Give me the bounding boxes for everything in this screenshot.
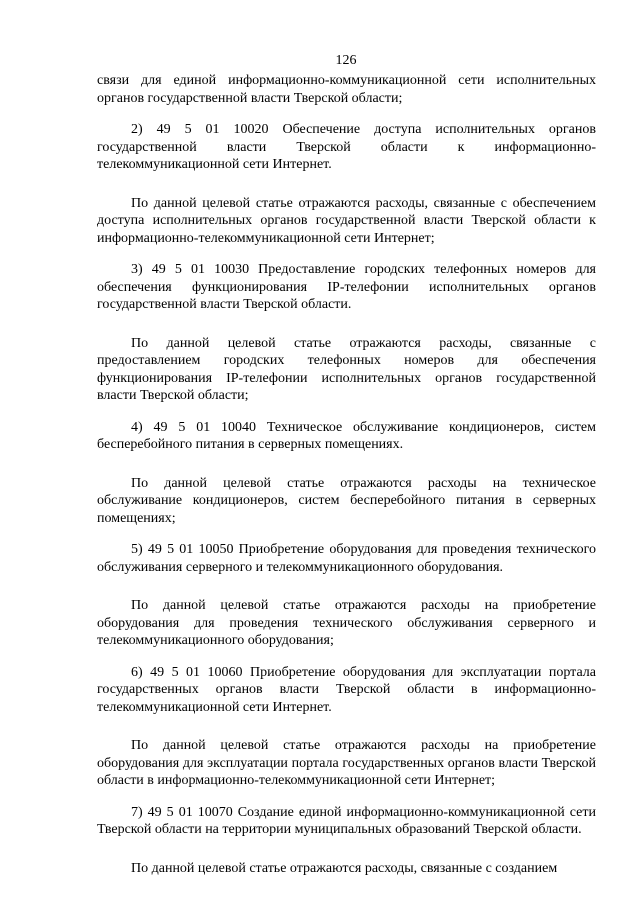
document-body <box>97 72 596 877</box>
item-4-heading: 4) 49 5 01 10040 Техническое обслуживание кондиционеров, систем бесперебойного питания в серверных помещениях. <box>97 419 596 452</box>
item-3-description: По данной целевой статье отражаются расходы, связанные с предоставлением городских телефонных номеров для обеспечения функционирования IP-телефонии исполнительных органов государственной власти Тверской области; <box>97 335 596 403</box>
item-2-heading: 2) 49 5 01 10020 Обеспечение доступа исполнительных органов государственной власти Тверской области к информационно-телекоммуникационной сети Интернет. <box>97 122 596 172</box>
paragraph-continuation: связи для единой информационно-коммуникационной сети исполнительных органов государственной власти Тверской области; <box>97 73 596 106</box>
item-4-description: По данной целевой статье отражаются расходы на техническое обслуживание кондиционеров, систем бесперебойного питания в серверных помещениях; <box>97 475 596 526</box>
item-6-heading: 6) 49 5 01 10060 Приобретение оборудования для эксплуатации портала государственных органов власти Тверской области в информационно-телекоммуникационной сети Интернет. <box>97 664 596 715</box>
item-5-description: По данной целевой статье отражаются расходы на приобретение оборудования для проведения технического обслуживания серверного и телекоммуникационного оборудования; <box>97 598 596 648</box>
item-2-description: По данной целевой статье отражаются расходы, связанные с обеспечением доступа исполнительных органов государственной власти Тверской области к информационно-телекоммуникационной сети Интернет; <box>97 195 596 246</box>
item-7-description: По данной целевой статье отражаются расходы, связанные с созданием <box>131 860 558 876</box>
page-number: 126 <box>335 53 357 68</box>
item-5-heading: 5) 49 5 01 10050 Приобретение оборудования для проведения технического обслуживания серверного и телекоммуникационного оборудования. <box>97 542 596 575</box>
item-7-heading: 7) 49 5 01 10070 Создание единой информационно-коммуникационной сети Тверской области на территории муниципальных образований Тверской области. <box>97 804 596 837</box>
item-3-heading: 3) 49 5 01 10030 Предоставление городских телефонных номеров для обеспечения функционирования IP-телефонии исполнительных органов государственной власти Тверской области. <box>97 262 596 312</box>
item-6-description: По данной целевой статье отражаются расходы на приобретение оборудования для эксплуатации портала государственных органов власти Тверской области в информационно-телекоммуникационной сети Интернет; <box>97 738 596 788</box>
